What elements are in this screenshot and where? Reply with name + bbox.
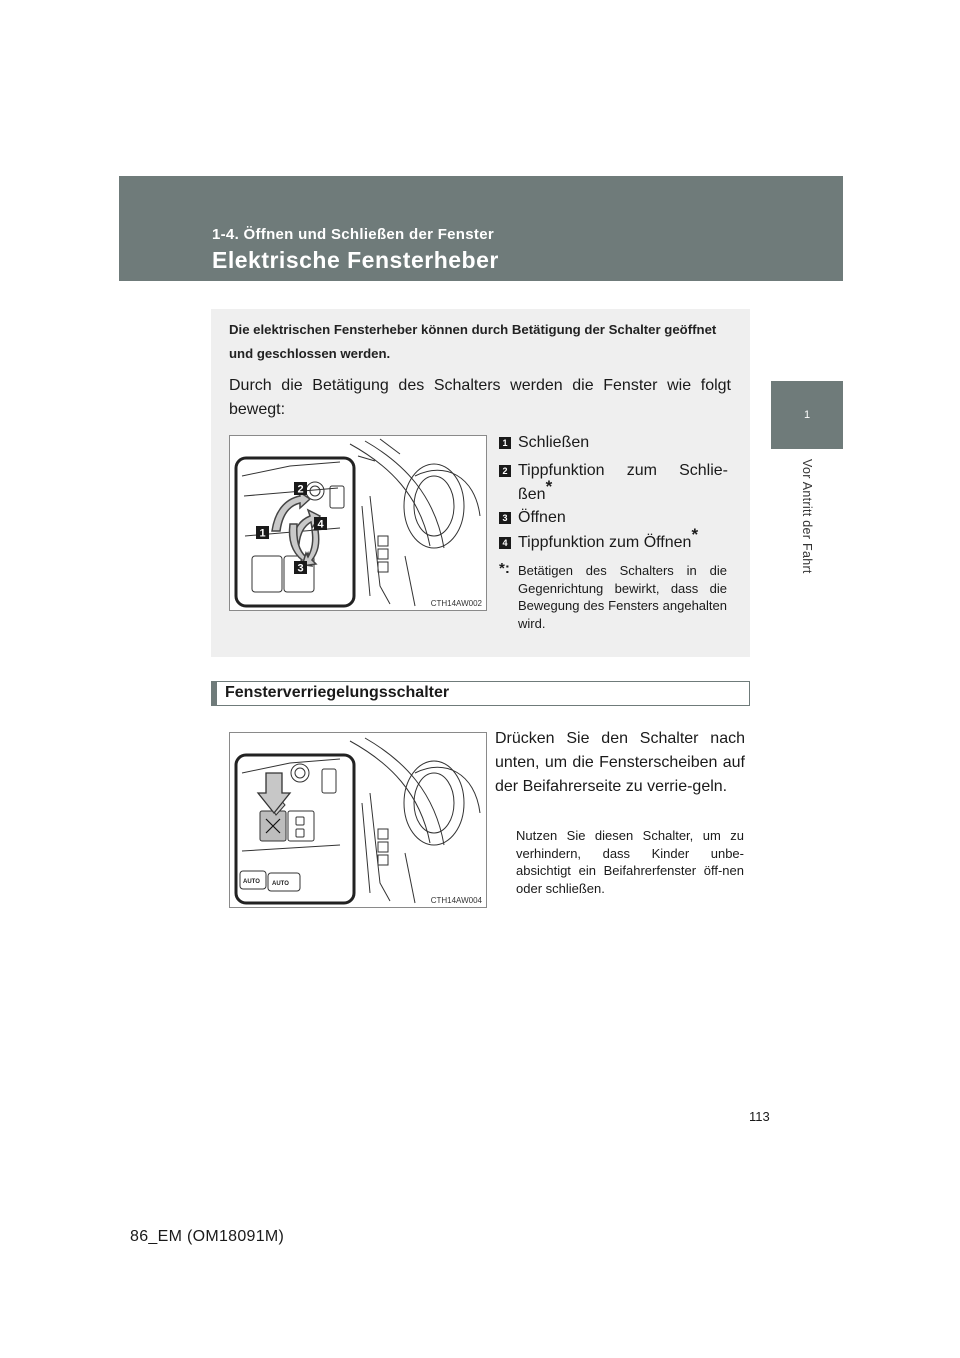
- document-code: 86_EM (OM18091M): [130, 1228, 285, 1245]
- auto-label-1: AUTO: [243, 879, 260, 885]
- chapter-tab-number: 1: [771, 381, 843, 449]
- callout-1: 1: [259, 527, 266, 540]
- window-switch-illustration: [229, 435, 487, 611]
- page-title: Elektrische Fensterheber: [212, 247, 499, 273]
- window-lock-switch-illustration: [229, 732, 487, 908]
- chapter-tab-label: Vor Antritt der Fahrt: [800, 459, 814, 574]
- callout-3: 3: [297, 562, 304, 575]
- footnote-mark: *:: [499, 560, 510, 577]
- lock-note: Nutzen Sie diesen Schalter, um zu verhindern, dass Kinder unbe-absichtigt ein Beifahrerfenster öff-nen oder schließen.: [516, 828, 744, 896]
- figure-code: CTH14AW002: [430, 599, 482, 608]
- footnote-text: Betätigen des Schalters in die Gegenrichtung bewirkt, dass die Bewegung des Fensters angehalten wird.: [518, 563, 727, 631]
- figure-code: CTH14AW004: [430, 896, 482, 905]
- intro-summary: Die elektrischen Fensterheber können durch Betätigung der Schalter geöffnet und geschlossen werden.: [229, 322, 717, 361]
- intro-text: Durch die Betätigung des Schalters werden die Fenster wie folgt bewegt:: [229, 377, 731, 418]
- auto-label-2: AUTO: [272, 881, 289, 887]
- page-number: 113: [749, 1109, 770, 1124]
- subsection-heading: Fensterverriegelungsschalter: [211, 681, 750, 706]
- callout-4: 4: [317, 518, 324, 531]
- lock-instruction: Drücken Sie den Schalter nach unten, um die Fensterscheiben auf der Beifahrerseite zu verrie-geln.: [495, 730, 745, 795]
- callout-2: 2: [297, 483, 304, 496]
- section-label: 1-4. Öffnen und Schließen der Fenster: [212, 226, 494, 243]
